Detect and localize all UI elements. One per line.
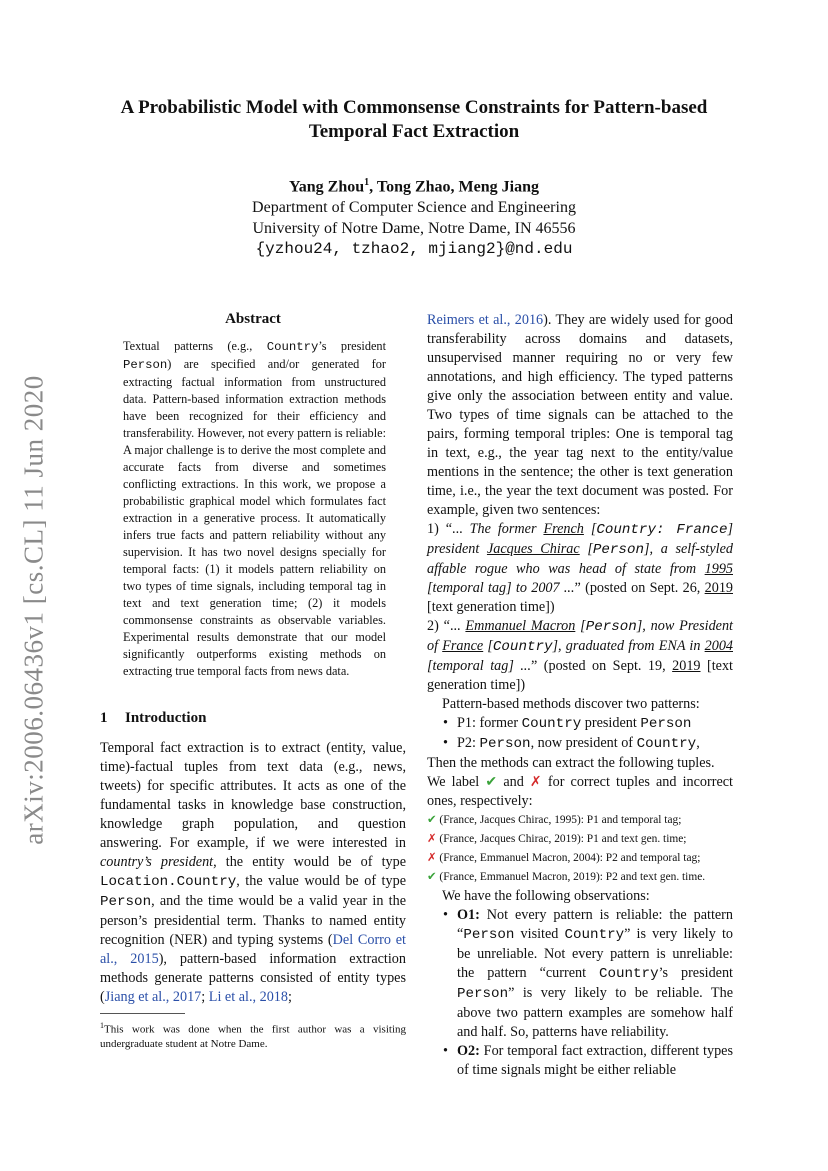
tuple-text: (France, Emmanuel Macron, 2019): P2 and text gen. time.: [436, 871, 706, 883]
example-text: ], a self-styled affable rogue who was head of state from: [427, 541, 733, 577]
observation-label: O2:: [457, 1043, 480, 1059]
body-text: ” is very likely to be reliable. The above two pattern examples are somehow half and half. So, patterns have reliability.: [457, 985, 733, 1040]
type-token: Location.Country: [100, 874, 237, 890]
type-token: Country: [521, 716, 582, 732]
footnote-text: This work was done when the first author was a visiting undergraduate student at Notre Dame.: [100, 1023, 406, 1050]
type-token: Country: [636, 736, 697, 752]
footnote-marker: 1: [100, 1021, 104, 1030]
abstract-text: ’s president: [318, 339, 386, 353]
tuple-item: [427, 868, 733, 887]
body-text: ,: [696, 735, 700, 751]
tuple-item: [427, 830, 733, 849]
example-value: 2004: [704, 638, 733, 654]
title-line: Temporal Fact Extraction: [308, 121, 520, 142]
example-text: The former: [469, 521, 544, 537]
observation-label: O1:: [457, 907, 480, 923]
paragraph: [427, 773, 733, 811]
check-icon: ✔: [427, 871, 437, 883]
body-text: [text generation time]): [427, 599, 555, 615]
type-token: Country: [564, 927, 625, 943]
example-value: 1995: [704, 561, 733, 577]
type-token: Country: [266, 340, 319, 354]
body-text: , the value would be of type: [236, 873, 406, 889]
check-icon: ✔: [485, 774, 498, 790]
body-text: ” (posted on Sept. 26,: [574, 580, 705, 596]
body-text: [text generation time]): [427, 658, 733, 693]
example-text: [temporal tag] ...: [427, 658, 531, 674]
example-sentence-2: [427, 617, 733, 695]
footnote-marker: 1: [364, 177, 370, 188]
title-line: A Probabilistic Model with Commonsense Constraints for Pattern-based: [120, 97, 708, 118]
body-text: ). They are widely used for good transferability across domains and datasets, unsupervised manner requiring no or very few annotations, and high efficiency. The typed patterns give only the association between entity and value. Two types of time signals can be attached to the pairs, forming temporal triples: One is temporal tag in text, e.g., the year tag next to the entity/value mentions in the sentence; the other is text generation time, i.e., the year the text document was posted. For example, given two sentences:: [427, 312, 733, 518]
paper-title: [90, 96, 738, 144]
body-text: ;: [201, 989, 209, 1005]
footnote: [100, 1019, 406, 1051]
check-icon: ✔: [427, 814, 437, 826]
body-text: ), pattern-based information extraction methods generate patterns consisted of entity types (: [100, 951, 406, 1005]
citation-link[interactable]: Li et al., 2018: [208, 989, 288, 1005]
type-token: Person: [100, 894, 152, 910]
observation-o2: [427, 1042, 733, 1080]
tuple-item: [427, 811, 733, 830]
citation-link[interactable]: Reimers et al., 2016: [427, 312, 544, 328]
body-text: ” is very likely to be unreliable. Not every pattern is unreliable: the pattern “current: [457, 926, 733, 981]
example-value: Jacques Chirac: [486, 541, 580, 557]
paragraph: We have the following observations:: [442, 888, 650, 904]
arxiv-identifier: [14, 370, 54, 850]
body-text: 2) “...: [427, 618, 466, 634]
pattern-item: [427, 714, 733, 734]
body-text: ’s president: [658, 965, 733, 981]
example-value: French: [543, 521, 584, 537]
cross-icon: ✗: [427, 852, 437, 864]
tuple-text: (France, Jacques Chirac, 2019): P1 and text gen. time;: [436, 833, 687, 845]
type-token: Person: [123, 358, 168, 372]
left-column: [100, 308, 406, 1051]
tuple-text: (France, Emmanuel Macron, 2004): P2 and temporal tag;: [436, 852, 701, 864]
introduction-body: [100, 739, 406, 1007]
type-token: Person: [640, 716, 692, 732]
type-token: Person: [457, 986, 509, 1002]
author-names-rest: , Tong Zhao, Meng Jiang: [369, 178, 539, 196]
paragraph: Pattern-based methods discover two patterns:: [442, 696, 700, 712]
type-token: Person: [585, 619, 637, 635]
body-text: , the entity would be of type: [213, 854, 406, 870]
paragraph: [427, 311, 733, 520]
example-text: [: [583, 521, 597, 537]
example-text: [: [483, 638, 493, 654]
affiliation-dept: Department of Computer Science and Engineering: [252, 199, 576, 217]
affiliation-univ: University of Notre Dame, Notre Dame, IN 46556: [252, 220, 576, 238]
tuple-text: (France, Jacques Chirac, 1995): P1 and temporal tag;: [436, 814, 682, 826]
emphasis: country’s president: [100, 854, 214, 870]
body-text: 1) “...: [427, 521, 470, 537]
arxiv-identifier-text: arXiv:2006.06436v1 [cs.CL] 11 Jun 2020: [18, 375, 49, 845]
example-text: ], now President of: [427, 618, 733, 654]
author-names: [90, 172, 738, 197]
body-text: We label: [427, 774, 486, 790]
body-text: ;: [287, 989, 292, 1005]
section-heading-introduction: [100, 710, 406, 727]
section-number: 1: [100, 710, 108, 726]
type-token: Person: [479, 736, 531, 752]
body-text: Temporal fact extraction is to extract (entity, value, time)-factual tuples from text data (e.g., news, tweets) for specific attributes. It acts as one of the fundamental tasks in knowledge base construction, knowledge graph population, and question answering. For example, if we were interested in: [100, 740, 406, 851]
body-text: P2:: [457, 735, 480, 751]
right-column: [427, 311, 733, 1080]
body-text: , now president of: [530, 735, 637, 751]
type-token: Country: France: [596, 522, 728, 538]
observation-o1: [427, 906, 733, 1042]
body-text: , and the time would be a valid year in the person’s presidential term. Thanks to named entity recognition (NER) and typing systems (: [100, 893, 406, 948]
body-text: P1: former: [457, 715, 522, 731]
example-value: 2019: [704, 580, 733, 596]
cross-icon: ✗: [529, 774, 542, 790]
example-text: ] president: [427, 521, 733, 557]
footnote-divider: [100, 1013, 185, 1014]
body-text: Not every pattern is reliable: the pattern “: [457, 907, 733, 942]
example-text: [: [575, 618, 586, 634]
example-text: ], graduated from ENA in: [552, 638, 705, 654]
abstract-body: [123, 338, 386, 680]
abstract-text: Textual patterns (e.g.,: [123, 339, 267, 353]
cross-icon: ✗: [427, 833, 437, 845]
author-name: Yang Zhou: [289, 178, 365, 196]
author-emails: {yzhou24, tzhao2, mjiang2}@nd.edu: [255, 240, 573, 259]
example-value: 2019: [672, 658, 701, 674]
body-text: For temporal fact extraction, different types of time signals might be either reliable: [457, 1043, 733, 1078]
example-value: France: [442, 638, 484, 654]
body-text: and: [497, 774, 530, 790]
body-text: president: [581, 715, 641, 731]
author-block: [90, 172, 738, 260]
paragraph: Then the methods can extract the following tuples.: [427, 755, 715, 771]
example-sentence-1: [427, 520, 733, 617]
citation-link[interactable]: Del Corro et al., 2015: [100, 932, 407, 967]
type-token: Country: [598, 966, 659, 982]
body-text: ” (posted on Sept. 19,: [531, 658, 673, 674]
abstract-heading: Abstract: [225, 311, 281, 327]
example-text: [temporal tag] to 2007 ...: [427, 580, 575, 596]
type-token: Person: [592, 542, 644, 558]
body-text: for correct tuples and incorrect ones, respectively:: [427, 774, 733, 809]
citation-link[interactable]: Jiang et al., 2017: [104, 989, 202, 1005]
body-text: visited: [514, 926, 565, 942]
pattern-item: [427, 734, 733, 754]
example-value: Emmanuel Macron: [465, 618, 576, 634]
section-title: Introduction: [125, 710, 207, 726]
abstract-text: ) are specified and/or generated for extracting factual information from unstructured data. Pattern-based information extraction methods have been recognized for their efficiency and transferability. However, not every pattern is reliable: A major challenge is to derive the most complete and accurate facts from diverse and sometimes conflicting extractions. In this work, we propose a probabilistic graphical model which formulates fact extraction in a generative process. It automatically infers true facts and pattern reliability without any supervision. It has two novel designs specially for temporal facts: (1) it models pattern reliability on two types of time signals, including temporal tag in text and text generation time; (2) it models commonsense constraints as observable variables. Experimental results demonstrate that our model significantly outperforms existing methods on extracting true temporal facts from news data.: [123, 357, 386, 678]
type-token: Country: [492, 639, 553, 655]
tuple-item: [427, 849, 733, 868]
example-text: [: [579, 541, 593, 557]
type-token: Person: [463, 927, 515, 943]
